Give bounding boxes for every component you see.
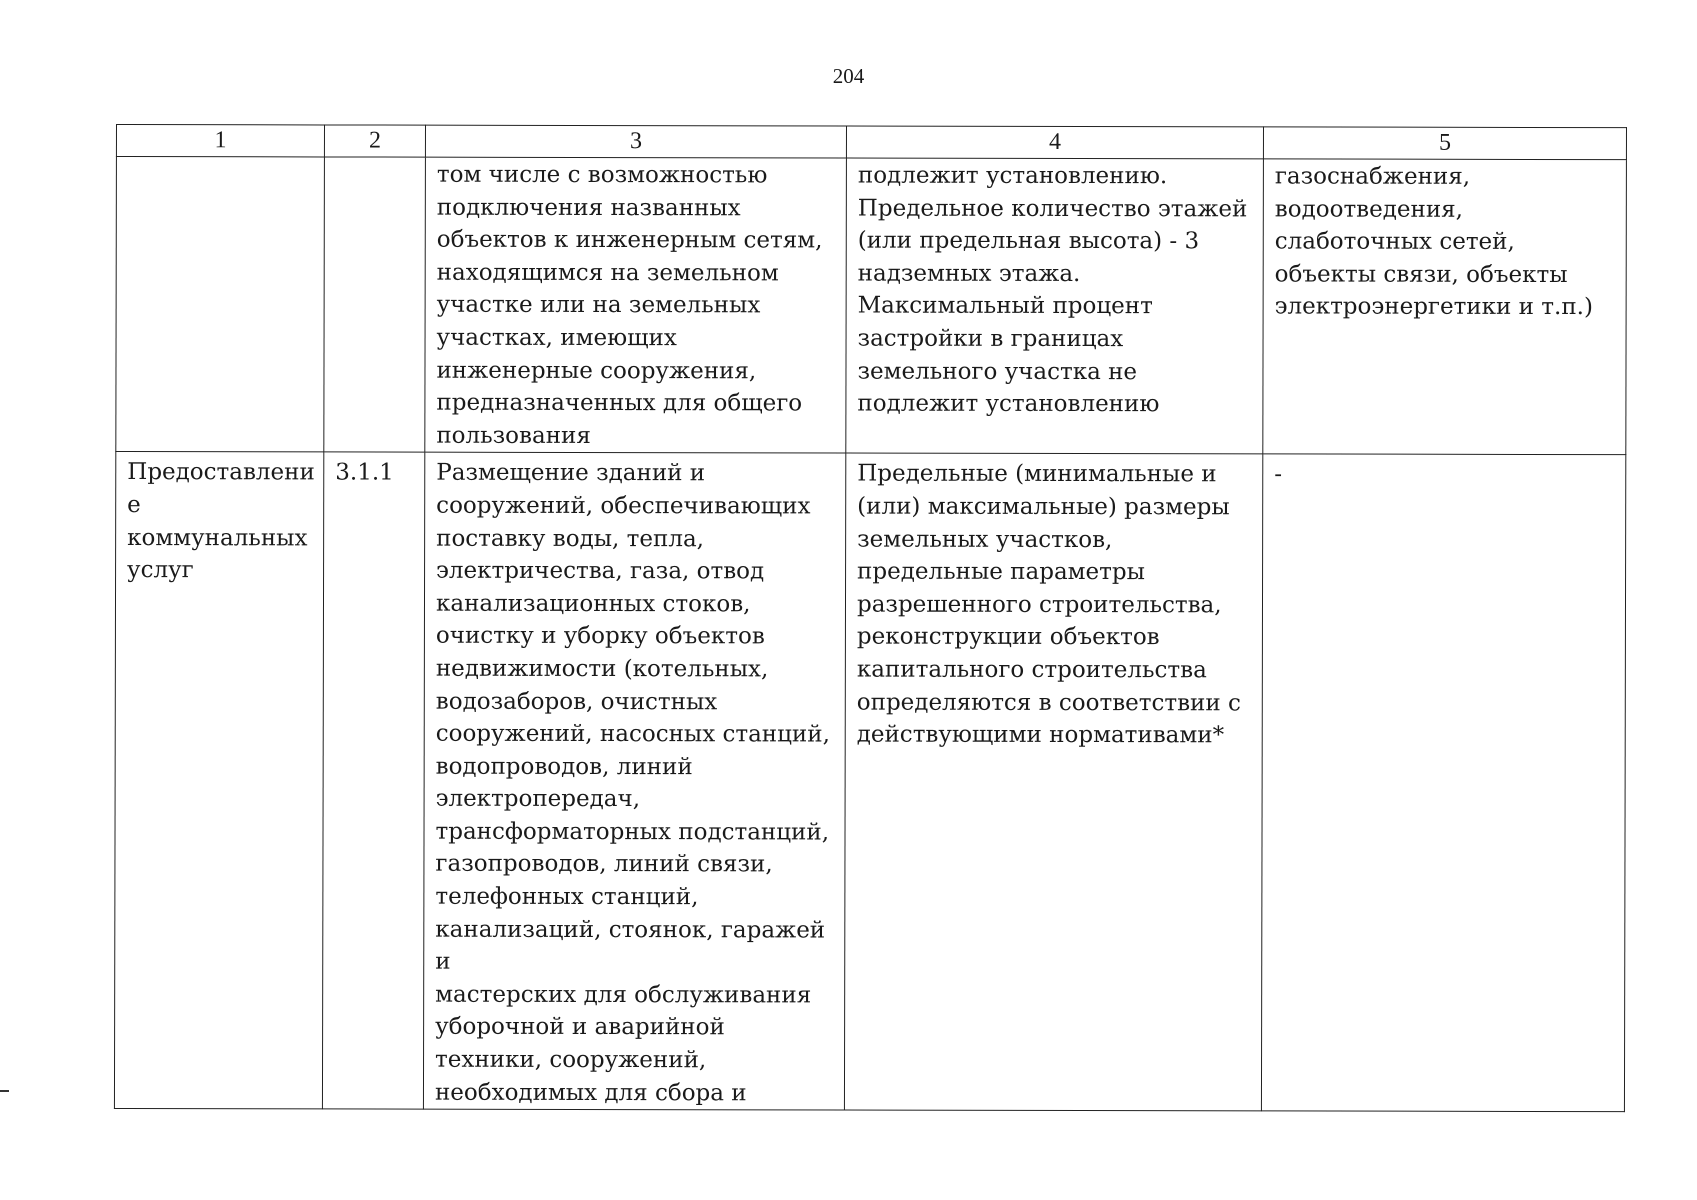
table-cell-notes	[1261, 454, 1625, 1112]
page-number: 204	[832, 64, 865, 88]
cell-text	[117, 157, 324, 158]
cell-text: 3.1.1	[335, 459, 394, 486]
column-header: 4	[846, 126, 1263, 159]
column-header: 2	[324, 125, 425, 157]
table-cell-parameters	[844, 453, 1262, 1111]
table-cell-description	[423, 452, 845, 1110]
column-header: 5	[1263, 127, 1626, 160]
cell-text	[325, 157, 425, 158]
cell-text: подлежит установлению. Предельное количество этажей (или предельная высота) - 3 надземных этажа. Максимальный процент застройки в границах земельного участка не подлежит установлению	[857, 162, 1248, 418]
table-cell-name	[114, 452, 323, 1109]
cell-text: газоснабжения, водоотведения, слаботочных сетей, объекты связи, объекты электроэнергетики и т.п.)	[1274, 163, 1593, 321]
cell-text: том числе с возможностью подключения названных объектов к инженерным сетям, находящимся на земельном участке или на земельных участках, имеющих инженерные сооружения, предназначенных для общего пользования	[436, 161, 823, 449]
table-cell-parameters	[846, 158, 1264, 454]
column-header: 1	[116, 125, 324, 157]
cell-text: Предельные (минимальные и (или) максимальные) размеры земельных участков, предельные параметры разрешенного строительства, реконструкции объектов капитального строительства определяются в соответствии с действующими нормативами*	[856, 460, 1241, 749]
table-row	[116, 157, 1627, 456]
cell-text: -	[1274, 461, 1283, 488]
table-cell-code	[324, 157, 426, 453]
table-cell-description	[425, 157, 847, 453]
table-cell-code	[322, 452, 424, 1109]
table-row	[114, 452, 1625, 1112]
table-cell-name	[116, 157, 325, 453]
column-header: 3	[425, 125, 846, 158]
cell-text: Предоставлени е коммунальных услуг	[127, 459, 315, 584]
table-header-row	[116, 125, 1626, 160]
land-use-table	[114, 124, 1627, 1112]
cell-text: Размещение зданий и сооружений, обеспечивающих поставку воды, тепла, электричества, газа, отвод канализационных стоков, очистку и уборку объектов недвижимости (котельных, водозаборов, очистных сооружений, насосных станций, водопроводов, линий электропередач, трансформаторных подстанций, газопроводов, линий связи, телефонных станций, канализаций, стоянок, гаражей и мастерских для обслуживания уборочной и аварийной техники, сооружений, необходимых для сбора и	[434, 460, 830, 1106]
margin-mark	[0, 1090, 9, 1092]
table-cell-notes	[1263, 159, 1627, 455]
